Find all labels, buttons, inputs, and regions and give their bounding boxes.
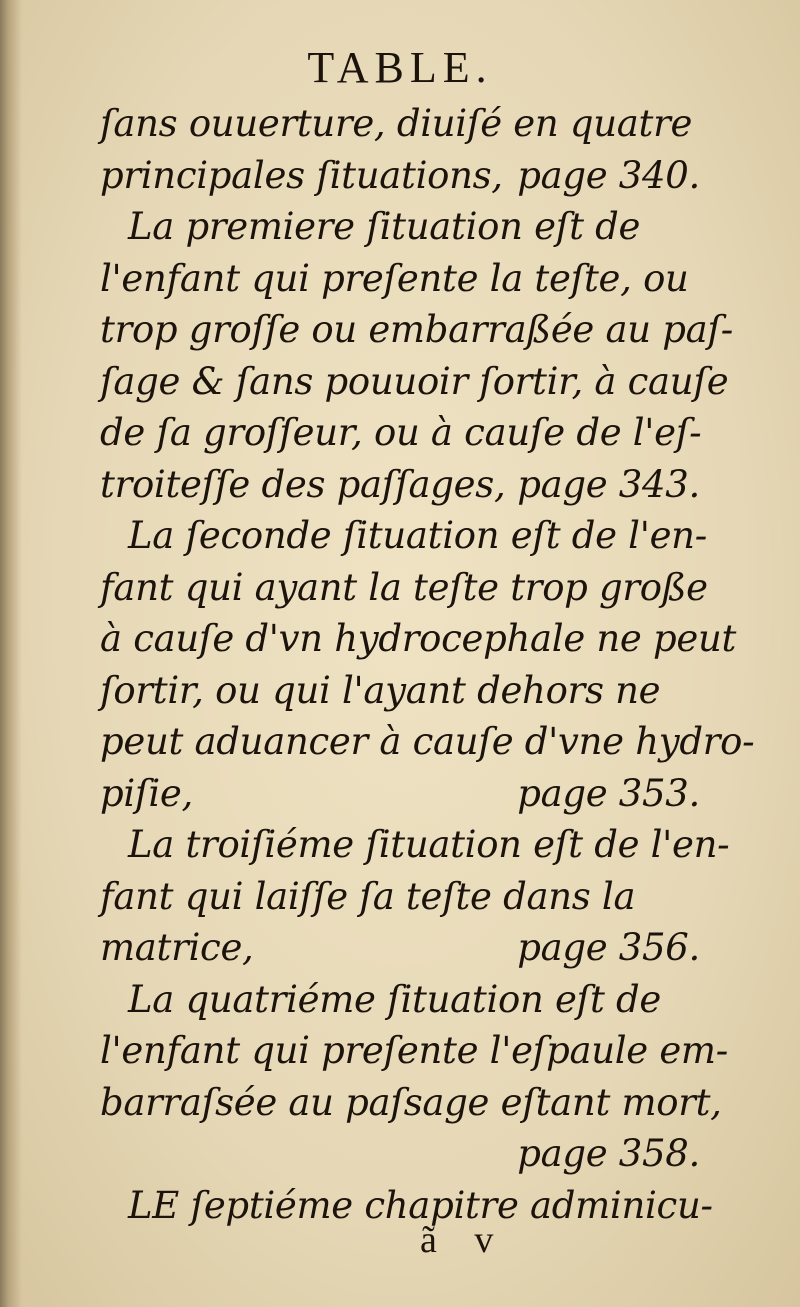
page-ref: page 356. [517,926,700,969]
text-line: La quatriéme ſituation eſt de [128,978,661,1021]
text-line: ſage & ſans pouuoir ſortir, à cauſe [100,360,729,403]
text-line: peut aduancer à cauſe d'vne hydro- [100,720,755,763]
text-line: piſie, page 353. [100,772,700,815]
text-line: fant qui laiſſe ſa teſte dans la [100,875,636,918]
text-line: La premiere ſituation eſt de [128,205,641,248]
text-line: de ſa groſſeur, ou à cauſe de l'eſ- [100,411,702,454]
page-header-title: TABLE. [307,43,493,92]
page-ref: page 353. [517,772,700,815]
text-line: LE ſeptiéme chapitre adminicu- [128,1184,713,1227]
text-line: ſans ouuerture, diuiſé en quatre [100,102,693,145]
text-line: barraſsée au paſsage eſtant mort, [100,1081,722,1124]
text-line: ſortir, ou qui l'ayant dehors ne [100,669,661,712]
text-line: troiteſſe des paſſages, page 343. [100,463,700,506]
text-line: matrice, page 356. [100,926,700,969]
text-line: à cauſe d'vn hydrocephale ne peut [100,617,737,660]
text-line: La troiſiéme ſituation eſt de l'en- [128,823,730,866]
text-line: fant qui ayant la teſte trop große [100,566,708,609]
text-line: l'enfant qui preſente l'eſpaule em- [100,1029,728,1072]
page-ref: page 358. [517,1132,700,1175]
page-binding-edge [0,0,22,1307]
text-line: La ſeconde ſituation eſt de l'en- [128,514,707,557]
signature-mark: ã v [420,1219,508,1261]
text-line: principales ſituations, page 340. [100,154,700,197]
page-ref: page 343. [517,463,700,506]
text-line: trop groſſe ou embarraßée au paſ- [100,308,733,351]
text-line: l'enfant qui preſente la teſte, ou [100,257,689,300]
page-ref: page 340. [517,154,700,197]
